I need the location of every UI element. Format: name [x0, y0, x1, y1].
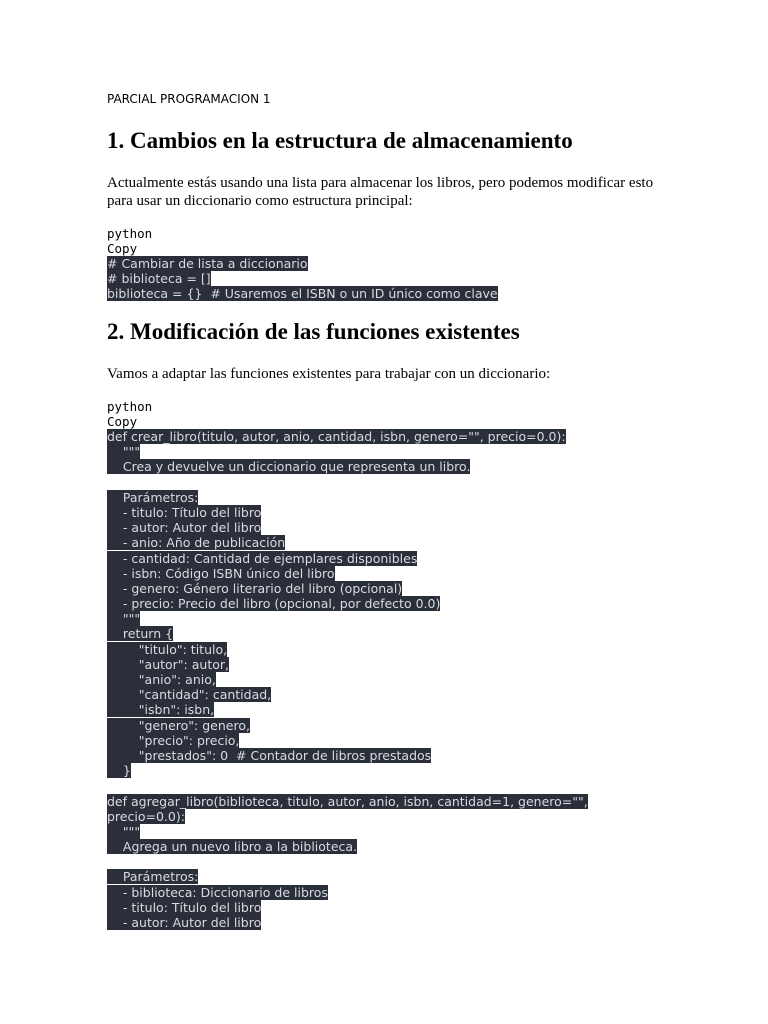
section-2-heading: 2. Modificación de las funciones existentes	[107, 319, 520, 344]
code-line-text: return {	[107, 626, 174, 642]
code-line	[107, 672, 588, 687]
section-1-code-block	[107, 256, 498, 302]
code-line	[107, 535, 588, 550]
code-line	[107, 733, 588, 748]
code-line	[107, 809, 588, 824]
code-line-text: "autor": autor,	[107, 656, 229, 672]
code-line-text: - autor: Autor del libro	[107, 520, 262, 536]
code-line	[107, 520, 588, 535]
code-line-text: - titulo: Título del libro	[107, 504, 262, 520]
code-line	[107, 475, 588, 490]
section-1-lang-label: python	[107, 226, 153, 241]
section-2-intro: Vamos a adaptar las funciones existentes para trabajar con un diccionario:	[107, 366, 551, 382]
code-line	[107, 687, 588, 702]
code-line-text: Agrega un nuevo libro a la biblioteca.	[107, 839, 358, 855]
code-line	[107, 551, 588, 566]
code-line	[107, 490, 588, 505]
code-line	[107, 581, 588, 596]
code-line	[107, 915, 588, 930]
code-line-text: - titulo: Título del libro	[107, 899, 262, 915]
code-line-text: # Cambiar de lista a diccionario	[107, 256, 308, 271]
code-line	[107, 642, 588, 657]
code-line	[107, 763, 588, 778]
code-line-text: "anio": anio,	[107, 672, 216, 687]
code-line	[107, 271, 498, 286]
code-line-text: - genero: Género literario del libro (opcional)	[107, 580, 403, 596]
code-line-text: - isbn: Código ISBN único del libro	[107, 565, 335, 581]
section-2-copy-label: Copy	[107, 414, 138, 429]
code-line	[107, 748, 588, 763]
code-line	[107, 256, 498, 271]
code-line	[107, 824, 588, 839]
code-line	[107, 702, 588, 717]
code-line-text: """	[107, 611, 141, 627]
code-line-text: "precio": precio,	[107, 732, 240, 748]
code-line	[107, 778, 588, 793]
code-line-text: "cantidad": cantidad,	[107, 687, 272, 703]
code-line-text: - precio: Precio del libro (opcional, por defecto 0.0)	[107, 596, 441, 612]
code-line	[107, 444, 588, 459]
code-line	[107, 854, 588, 869]
code-line	[107, 286, 498, 301]
section-1-copy-label: Copy	[107, 241, 138, 256]
code-line	[107, 505, 588, 520]
code-line	[107, 657, 588, 672]
code-line	[107, 900, 588, 915]
code-line	[107, 566, 588, 581]
code-line-text: """	[107, 444, 141, 460]
code-line-text: "prestados": 0 # Contador de libros prestados	[107, 747, 432, 763]
code-line	[107, 429, 588, 444]
code-line-text: precio=0.0):	[107, 808, 185, 824]
code-line-text: def agregar_libro(biblioteca, titulo, autor, anio, isbn, cantidad=1, genero="",	[107, 793, 588, 809]
code-line	[107, 885, 588, 900]
code-line-text: - autor: Autor del libro	[107, 915, 262, 930]
section-2-lang-label: python	[107, 399, 153, 414]
code-line-text: Parámetros:	[107, 869, 199, 885]
code-line-text: "isbn": isbn,	[107, 702, 215, 718]
code-line	[107, 839, 588, 854]
code-line-text: - cantidad: Cantidad de ejemplares disponibles	[107, 550, 418, 566]
code-line-text: - anio: Año de publicación	[107, 535, 286, 551]
code-line	[107, 718, 588, 733]
code-line	[107, 794, 588, 809]
code-line-text: # biblioteca = []	[107, 271, 211, 287]
code-line-text: """	[107, 823, 141, 839]
section-1-intro: Actualmente estás usando una lista para almacenar los libros, pero podemos modificar esto para usar un diccionario como estructura principal:	[107, 175, 654, 209]
code-line-text: biblioteca = {} # Usaremos el ISBN o un ID único como clave	[107, 286, 498, 302]
code-line	[107, 459, 588, 474]
code-line-text: def crear_libro(titulo, autor, anio, cantidad, isbn, genero="", precio=0.0):	[107, 429, 566, 444]
code-line-text: "titulo": titulo,	[107, 641, 228, 657]
code-line-text: }	[107, 763, 131, 779]
document-header: PARCIAL PROGRAMACION 1	[107, 92, 271, 106]
code-line-text: Parámetros:	[107, 489, 199, 505]
code-line	[107, 596, 588, 611]
section-2-code-block	[107, 429, 588, 930]
code-line	[107, 611, 588, 626]
code-line-text: "genero": genero,	[107, 717, 250, 733]
code-line	[107, 626, 588, 641]
code-line-text: Crea y devuelve un diccionario que representa un libro.	[107, 459, 471, 475]
section-1-heading: 1. Cambios en la estructura de almacenamiento	[107, 128, 573, 153]
code-line-text: - biblioteca: Diccionario de libros	[107, 884, 328, 900]
code-line	[107, 869, 588, 884]
